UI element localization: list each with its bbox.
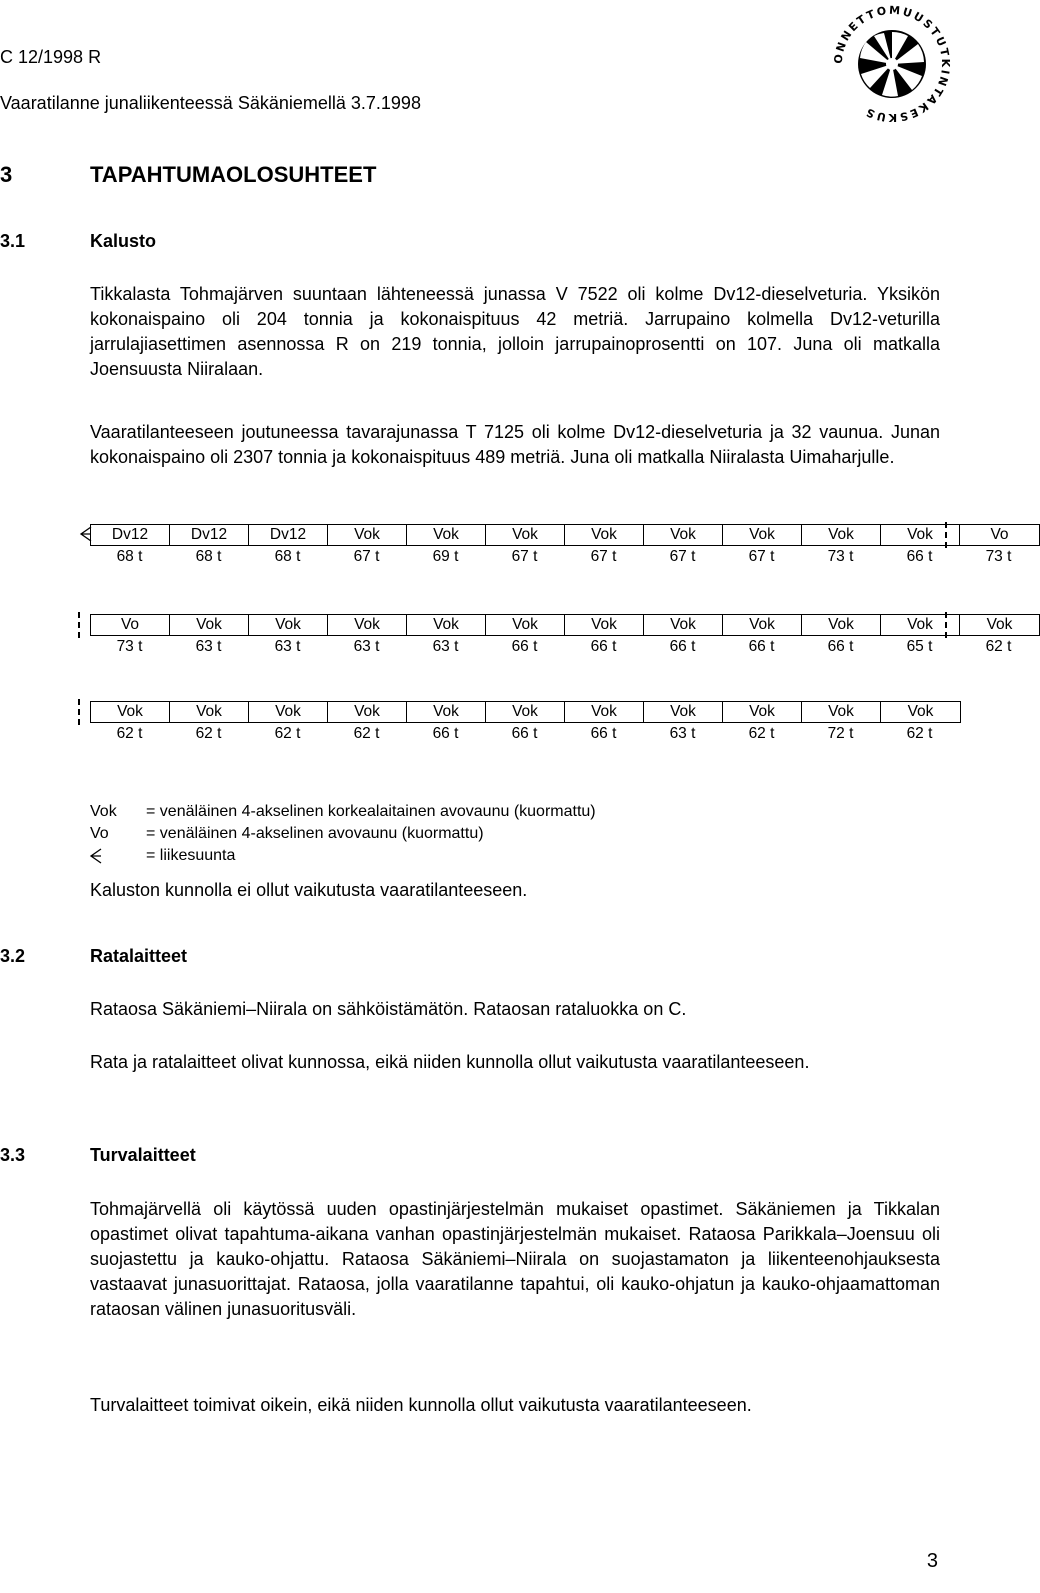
paragraph-train-v7522: Tikkalasta Tohmajärven suuntaan lähteneessä junassa V 7522 oli kolme Dv12-dieselveturia. Yksikön kokonaispaino oli 204 tonnia ja kokonaispituus 42 metriä. Jarrupaino kolmella Dv12-veturilla jarrulajiasettimen asennossa R on 219 tonnia, jolloin jarrupainoprosentti on 107. Juna oli matkalla Joensuusta Niiralaan. (90, 284, 940, 379)
wagon-type: Vok (986, 616, 1013, 633)
wagon-type: Vok (881, 615, 960, 635)
wagon-weight: 66 t (590, 638, 617, 655)
paragraph-signals: Tohmajärvellä oli käytössä uuden opastinjärjestelmän mukaiset opastimet. Säkäniemen ja Tikkalan opastimet olivat tapahtuma-aikana vanhan opastinjärjestelmän mukaiset. Rataosa Parikkala–Joensuu oli suojastettu ja kauko-ohjattu. Rataosa Säkäniemi–Niirala on suojastamaton ja liikenteenohjauksesta vastaavat junasuorittajat. Rataosa, jolla vaaratilanne tapahtui, oli kauko-ohjatun ja kauko-ohjaamattoman rataosan välinen junasuoritusväli. (90, 1199, 940, 1319)
wagon-type: Vok (328, 615, 407, 635)
wagon-weight: 62 t (748, 725, 775, 742)
wagon-weight: 73 t (827, 548, 854, 565)
wagon-type: Vok (723, 702, 802, 722)
legend-desc: = liikesuunta (146, 847, 236, 864)
wagon-type: Dv12 (249, 525, 328, 545)
continuation-mark (945, 522, 949, 548)
wagon-type: Vok (249, 702, 328, 722)
wagon-weights (90, 723, 959, 745)
wagon-weight: 63 t (195, 638, 222, 655)
wagon-weight: 63 t (432, 638, 459, 655)
wagon-weight: 66 t (511, 638, 538, 655)
wagon-weight: 69 t (432, 548, 459, 565)
wagon-type: Vok (486, 702, 565, 722)
direction-arrow-icon (90, 848, 102, 864)
wagon-weight: 66 t (511, 725, 538, 742)
wagon-type: Vok (565, 702, 644, 722)
wagon-weight: 67 t (590, 548, 617, 565)
paragraph-track-condition: Rata ja ratalaitteet olivat kunnossa, eikä niiden kunnolla ollut vaikutusta vaaratilanteeseen. (90, 1052, 810, 1072)
train-composition-row-2 (0, 614, 1013, 660)
wagon-weight: 67 t (669, 548, 696, 565)
continuation-mark (78, 612, 82, 638)
wagon-weight: 68 t (195, 548, 222, 565)
wagon-weight: 63 t (669, 725, 696, 742)
wagon-weight: 73 t (116, 638, 143, 655)
wagon-weight: 66 t (590, 725, 617, 742)
wagon-type: Vok (644, 525, 723, 545)
onnettomuustutkintakeskus-logo (828, 0, 956, 128)
wagon-type: Vo (91, 615, 170, 635)
wagon-weight: 62 t (353, 725, 380, 742)
wagon-type: Vok (644, 615, 723, 635)
wagon-weights (90, 546, 1038, 568)
wagon-type: Dv12 (170, 525, 249, 545)
wagon-type: Vok (802, 702, 881, 722)
wagon-weight: 66 t (827, 638, 854, 655)
wagon-weight: 62 t (274, 725, 301, 742)
wagon-weight: 67 t (748, 548, 775, 565)
paragraph-train-t7125: Vaaratilanteeseen joutuneessa tavarajunassa T 7125 oli kolme Dv12-dieselveturia ja 32 vaunua. Junan kokonaispaino oli 2307 tonnia ja kokonaispituus 489 metriä. Juna oli matkalla Niiralasta Uimaharjulle. (90, 422, 940, 467)
wagon-weight: 66 t (669, 638, 696, 655)
wagon-type: Vok (407, 525, 486, 545)
continuation-mark (945, 612, 949, 638)
wagon-weight: 68 t (274, 548, 301, 565)
wagon-weight: 66 t (748, 638, 775, 655)
train-composition-row-3 (0, 701, 960, 747)
wagon-type: Vok (565, 615, 644, 635)
wagon-type: Vo (990, 526, 1009, 543)
legend-arrow (90, 845, 146, 867)
page-number: 3 (926, 1550, 938, 1572)
wagon-type: Vok (486, 525, 565, 545)
wagon-weight: 67 t (353, 548, 380, 565)
legend-key: Vo (90, 825, 109, 842)
wagon-type: Vok (723, 615, 802, 635)
wagon-weight: 63 t (353, 638, 380, 655)
continuation-mark (78, 699, 82, 725)
wagon-type: Vok (723, 525, 802, 545)
wagon-weight: 73 t (985, 548, 1012, 565)
legend-desc: = venäläinen 4-akselinen korkealaitainen avovaunu (kuormattu) (146, 803, 596, 820)
paragraph-safety-conclusion: Turvalaitteet toimivat oikein, eikä niiden kunnolla ollut vaikutusta vaaratilanteeseen. (90, 1395, 752, 1415)
wagon-type: Vok (407, 615, 486, 635)
wagon-types (90, 701, 961, 723)
wagon-type: Vok (802, 615, 881, 635)
legend-row (90, 845, 596, 867)
wagon-weight: 62 t (906, 725, 933, 742)
wagon-type: Vok (644, 702, 723, 722)
legend (90, 801, 596, 867)
wagon-type: Dv12 (91, 525, 170, 545)
logo-text: ONNETTOMUUSTUTKINTAKESKUS (831, 3, 953, 125)
legend-desc: = venäläinen 4-akselinen avovaunu (kuormattu) (146, 825, 484, 842)
wagon-weight: 67 t (511, 548, 538, 565)
wagon-types (90, 614, 1040, 636)
wagon-weight: 62 t (116, 725, 143, 742)
wagon-type: Vok (249, 615, 328, 635)
legend-row (90, 801, 596, 823)
wagon-weight: 72 t (827, 725, 854, 742)
wagon-weight: 66 t (906, 548, 933, 565)
document-id: C 12/1998 R (0, 47, 102, 67)
wagon-type: Vok (486, 615, 565, 635)
wagon-type: Vok (881, 525, 960, 545)
wagon-type: Vok (170, 615, 249, 635)
wagon-weight: 66 t (432, 725, 459, 742)
wagon-type: Vok (91, 702, 170, 722)
document-title: Vaaratilanne junaliikenteessä Säkäniemellä 3.7.1998 (0, 93, 421, 113)
wagon-type: Vok (407, 702, 486, 722)
wagon-weight: 68 t (116, 548, 143, 565)
wagon-types (90, 524, 1040, 546)
wagon-type: Vok (802, 525, 881, 545)
wagon-weight: 63 t (274, 638, 301, 655)
legend-key: Vok (90, 803, 117, 820)
wagon-type: Vok (328, 525, 407, 545)
wagon-type: Vok (907, 703, 934, 720)
legend-row (90, 823, 596, 845)
wagon-type: Vok (170, 702, 249, 722)
train-composition-row-1 (0, 524, 1012, 570)
wagon-weight: 62 t (195, 725, 222, 742)
paragraph-equipment-conclusion: Kaluston kunnolla ei ollut vaikutusta vaaratilanteeseen. (90, 880, 528, 900)
paragraph-track-section: Rataosa Säkäniemi–Niirala on sähköistämätön. Rataosan rataluokka on C. (90, 999, 687, 1019)
wagon-weight: 62 t (985, 638, 1012, 655)
wagon-weights (90, 636, 1038, 658)
wagon-type: Vok (565, 525, 644, 545)
wagon-weight: 65 t (906, 638, 933, 655)
wagon-type: Vok (328, 702, 407, 722)
